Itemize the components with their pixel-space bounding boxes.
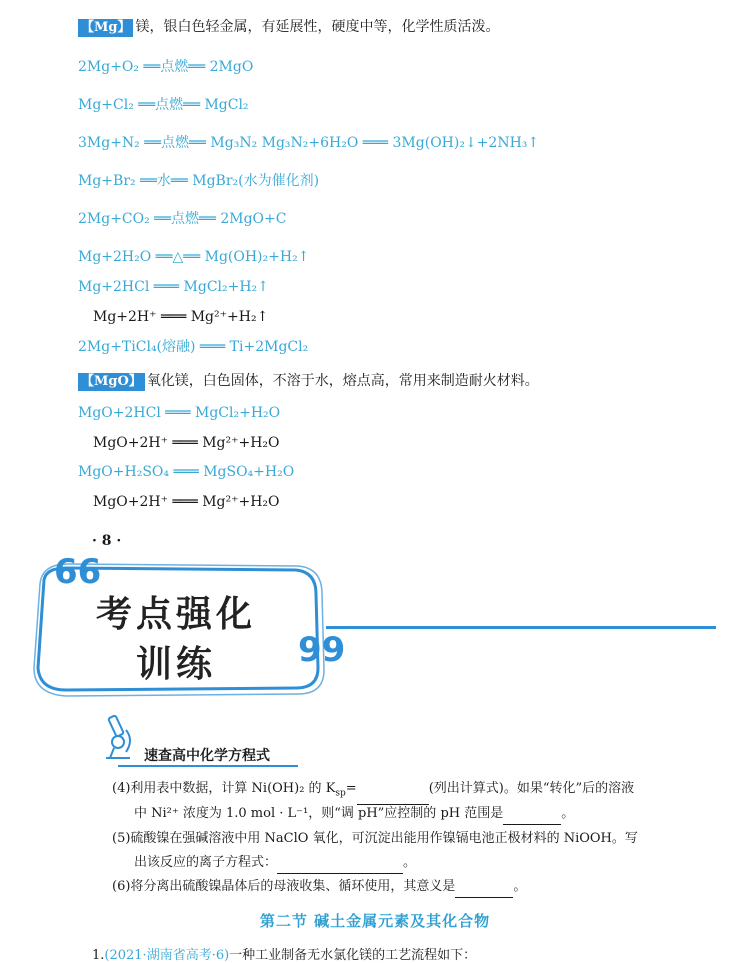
equation-9: 2Mg+TiCl₄(熔融) ═══ Ti+2MgCl₂ — [78, 339, 309, 355]
q4-text-a: (4)利用表中数据，计算 Ni(OH)₂ 的 K — [112, 781, 336, 796]
q6-text: (6)将分离出硫酸镍晶体后的母液收集、循环使用，其意义是 — [112, 879, 456, 894]
q4-blank-2[interactable] — [503, 808, 561, 825]
mg-intro-text: 镁，银白色轻金属，有延展性，硬度中等，化学性质活泼。 — [135, 19, 500, 35]
equation-5: 2Mg+CO₂ ══点燃══ 2MgO+C — [78, 211, 287, 227]
q4-line2-text: 中 Ni²⁺ 浓度为 1.0 mol · L⁻¹，则“调 pH”应控制的 pH 范围是 — [134, 806, 504, 821]
problem-text: 一种工业制备无水氯化镁的工艺流程如下： — [229, 948, 477, 963]
mgo-equation-3: MgO+H₂SO₄ ═══ MgSO₄+H₂O — [78, 464, 295, 480]
q4-text-b: = — [345, 781, 357, 796]
mg-tag: 【Mg】 — [78, 19, 133, 37]
mgo-tag: 【MgO】 — [78, 373, 145, 391]
question-4-line-1 — [112, 778, 634, 805]
scope-underline — [118, 765, 298, 767]
equation-3: 3Mg+N₂ ══点燃══ Mg₃N₂ Mg₃N₂+6H₂O ═══ 3Mg(OH)₂↓+2NH₃↑ — [78, 135, 540, 151]
q4-ksp-sub: sp — [335, 788, 346, 799]
scope-label: 速查高中化学方程式 — [144, 748, 270, 764]
q4-line2-end: 。 — [561, 806, 575, 821]
problem-1-line — [92, 944, 476, 963]
badge-line-1: 考点强化 — [95, 594, 256, 635]
mgo-intro — [78, 371, 539, 391]
q4-text-c: (列出计算式)。如果“转化”后的溶液 — [428, 781, 635, 796]
microscope-icon — [96, 712, 142, 766]
header-rule — [326, 626, 716, 629]
question-5-line-1: (5)硫酸镍在强碱溶液中用 NaClO 氧化，可沉淀出能用作镍镉电池正极材料的 NiOOH。写 — [112, 831, 638, 846]
problem-source: (2021·湖南省高考·6) — [104, 948, 230, 963]
q6-blank[interactable] — [455, 881, 513, 898]
equation-4: Mg+Br₂ ══水══ MgBr₂(水为催化剂) — [78, 173, 320, 189]
q5-line2-end: 。 — [403, 855, 417, 870]
question-5-line-2 — [134, 852, 416, 874]
mgo-intro-text: 氧化镁，白色固体，不溶于水，熔点高，常用来制造耐火材料。 — [146, 373, 539, 389]
problem-number: 1. — [92, 948, 105, 963]
equation-7: Mg+2HCl ═══ MgCl₂+H₂↑ — [78, 279, 269, 295]
section-badge — [26, 552, 346, 700]
question-6 — [112, 876, 526, 898]
question-4-line-2 — [134, 803, 574, 825]
q5-line2-text: 出该反应的离子方程式： — [134, 855, 278, 870]
q5-blank[interactable] — [277, 857, 403, 874]
close-quote-icon: 99 — [298, 630, 346, 670]
mgo-equation-2: MgO+2H⁺ ═══ Mg²⁺+H₂O — [93, 435, 280, 451]
open-quote-icon: 66 — [54, 552, 102, 592]
equation-1: 2Mg+O₂ ══点燃══ 2MgO — [78, 59, 254, 75]
mgo-equation-4: MgO+2H⁺ ═══ Mg²⁺+H₂O — [93, 494, 280, 510]
mg-intro — [78, 17, 499, 37]
mgo-equation-1: MgO+2HCl ═══ MgCl₂+H₂O — [78, 405, 281, 421]
badge-line-2: 训练 — [135, 644, 216, 685]
section-title: 第二节 碱土金属元素及其化合物 — [259, 912, 491, 930]
equation-8: Mg+2H⁺ ═══ Mg²⁺+H₂↑ — [93, 309, 269, 325]
q6-end: 。 — [513, 879, 527, 894]
page-number: · 8 · — [92, 533, 122, 549]
equation-6: Mg+2H₂O ══△══ Mg(OH)₂+H₂↑ — [78, 249, 310, 265]
equation-2: Mg+Cl₂ ══点燃══ MgCl₂ — [78, 97, 249, 113]
